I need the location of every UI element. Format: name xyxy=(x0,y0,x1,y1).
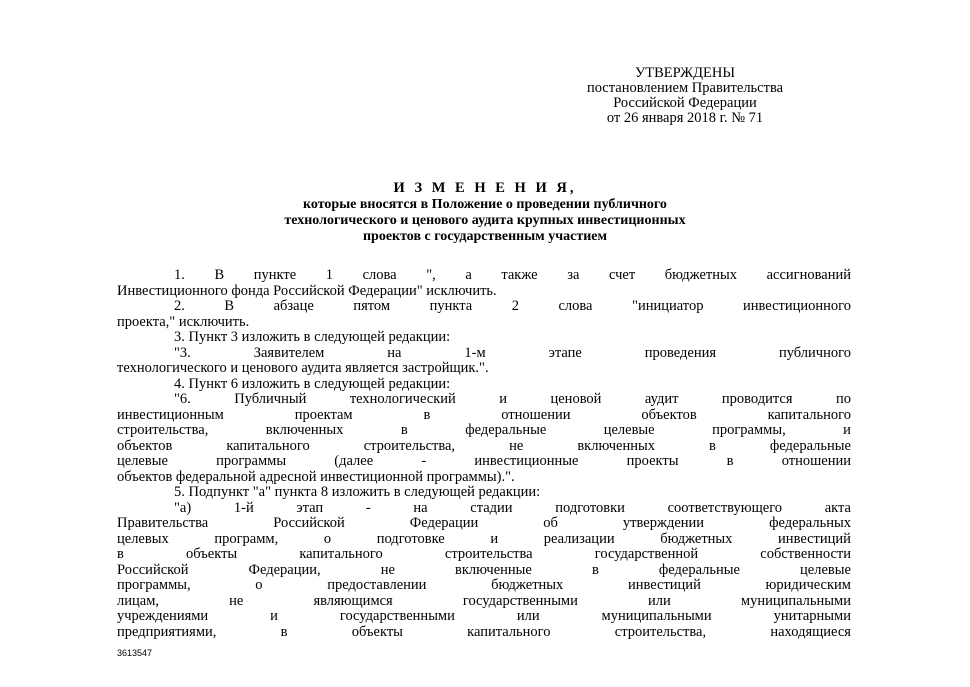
word: 1 xyxy=(325,267,333,283)
word: в xyxy=(117,546,124,562)
body-line xyxy=(117,594,851,610)
word: инвестиционного xyxy=(743,298,851,314)
word: строительства, xyxy=(363,437,456,454)
word: Федерации xyxy=(409,515,479,531)
word: соответствующего xyxy=(667,499,783,516)
word: целевых xyxy=(117,530,169,547)
word: программы xyxy=(216,453,287,469)
word: включенных xyxy=(265,422,344,438)
word: утверждении xyxy=(622,515,705,531)
word: собственности xyxy=(760,546,851,562)
word: подготовке xyxy=(376,530,445,547)
word: включенные xyxy=(455,561,532,578)
word: включенных xyxy=(577,437,655,454)
word: инвестиционным xyxy=(117,406,224,423)
word: бюджетных xyxy=(660,530,733,547)
body-line xyxy=(117,454,851,470)
word: целевые xyxy=(603,422,655,438)
body-line xyxy=(117,439,851,455)
word: или xyxy=(516,608,540,624)
word: в xyxy=(400,422,408,438)
word: являющимся xyxy=(313,592,393,609)
word: федеральные xyxy=(769,437,851,454)
word: инвестиционные xyxy=(474,453,579,469)
approval-stamp xyxy=(520,66,850,126)
word: технологический xyxy=(349,391,456,407)
word: абзаце xyxy=(273,298,314,314)
body-line xyxy=(117,346,851,362)
word: ассигнований xyxy=(766,267,851,283)
word: проводится xyxy=(721,391,793,407)
word: о xyxy=(255,577,263,593)
word: не xyxy=(380,561,395,578)
word: и xyxy=(490,530,499,547)
word: программы, xyxy=(117,577,191,593)
word: счет xyxy=(608,267,636,283)
word: предоставлении xyxy=(327,577,427,593)
word: подготовки xyxy=(555,499,625,516)
approved-by-resolution: постановлением Правительства xyxy=(586,80,784,96)
word: капитального xyxy=(467,623,551,640)
document-body xyxy=(117,268,851,640)
word: "6. xyxy=(174,391,191,407)
body-line: Инвестиционного фонда Российской Федерации" исключить. xyxy=(117,282,497,299)
word: "3. xyxy=(174,344,191,361)
word: объектов xyxy=(641,406,697,423)
body-line xyxy=(117,532,851,548)
body-line xyxy=(117,268,851,284)
word: ", xyxy=(426,267,436,283)
body-line xyxy=(117,516,851,532)
word: - xyxy=(365,499,371,516)
word: этап xyxy=(296,499,324,516)
word: в xyxy=(280,623,288,640)
word: проведения xyxy=(644,344,717,361)
word: строительства, xyxy=(117,422,209,438)
word: в xyxy=(423,406,431,423)
approved-date-number: от 26 января 2018 г. № 71 xyxy=(606,110,764,126)
word: государственными xyxy=(339,608,455,624)
body-line xyxy=(117,547,851,563)
word: Федерации, xyxy=(248,561,321,578)
word: - xyxy=(421,453,427,469)
word: на xyxy=(387,344,402,361)
word: государственной xyxy=(594,546,699,562)
word: пункте xyxy=(253,267,297,283)
word: и xyxy=(843,422,851,438)
body-line xyxy=(117,392,851,408)
word: бюджетных xyxy=(491,577,564,593)
word: государственными xyxy=(462,592,578,609)
word: в xyxy=(726,453,734,469)
body-line: проекта," исключить. xyxy=(117,313,250,330)
word: аудит xyxy=(644,391,679,407)
body-line xyxy=(117,299,851,315)
approved-government: Российской Федерации xyxy=(613,95,757,111)
subtitle-line: технологического и ценового аудита крупных инвестиционных xyxy=(284,213,686,228)
word: 1-й xyxy=(233,499,254,516)
word: 1-м xyxy=(464,344,486,361)
word: Российской xyxy=(273,515,345,531)
word: В xyxy=(214,267,225,283)
word: по xyxy=(835,391,851,407)
word: акта xyxy=(824,499,851,516)
word: объектов xyxy=(117,437,173,454)
word: предприятиями, xyxy=(117,623,217,640)
word: в xyxy=(591,561,599,578)
word: отношении xyxy=(501,406,571,423)
word: муниципальными xyxy=(601,608,712,624)
word: целевые xyxy=(800,561,851,578)
word: о xyxy=(323,530,332,547)
word: юридическим xyxy=(765,577,851,593)
word: федеральные xyxy=(465,422,547,438)
word: также xyxy=(501,267,538,283)
word: не xyxy=(509,437,524,454)
body-line xyxy=(117,423,851,439)
word: объекты xyxy=(186,546,238,562)
word: учреждениями xyxy=(117,608,209,624)
word: Правительства xyxy=(117,515,209,531)
word: стадии xyxy=(470,499,513,516)
word: 2 xyxy=(511,298,519,314)
word: Заявителем xyxy=(253,344,325,361)
word: Российской xyxy=(117,561,189,578)
word: слова xyxy=(558,298,593,314)
word: отношении xyxy=(781,453,851,469)
approved-heading: УТВЕРЖДЕНЫ xyxy=(634,65,736,81)
word: об xyxy=(543,515,558,531)
word: (далее xyxy=(334,453,374,469)
word: слова xyxy=(362,267,397,283)
word: а xyxy=(465,267,472,283)
body-line xyxy=(117,563,851,579)
word: целевые xyxy=(117,453,168,469)
word: за xyxy=(567,267,580,283)
word: не xyxy=(229,592,244,609)
word: лицам, xyxy=(117,592,159,609)
word: пятом xyxy=(353,298,391,314)
document-title: И З М Е Н Е Н И Я, xyxy=(393,180,577,196)
document-code: 3613547 xyxy=(117,648,153,658)
word: и xyxy=(499,391,508,407)
body-line xyxy=(117,625,851,641)
word: инвестиций xyxy=(778,530,851,547)
word: пункта xyxy=(429,298,473,314)
word: программы, xyxy=(712,422,786,438)
word: на xyxy=(413,499,428,516)
word: строительства xyxy=(444,546,533,562)
body-line xyxy=(117,609,851,625)
word: Публичный xyxy=(234,391,307,407)
word: или xyxy=(648,592,671,609)
word: бюджетных xyxy=(664,267,737,283)
body-line: 5. Подпункт "а" пункта 8 изложить в следующей редакции: xyxy=(174,484,541,500)
body-line xyxy=(117,408,851,424)
word: капитального xyxy=(299,546,383,562)
word: 2. xyxy=(174,298,185,314)
word: строительства, xyxy=(614,623,707,640)
body-line xyxy=(117,501,851,517)
body-line xyxy=(117,578,851,594)
word: "а) xyxy=(174,499,192,516)
word: проектам xyxy=(294,406,353,423)
word: проекты xyxy=(626,453,679,469)
subtitle-line: проектов с государственным участием xyxy=(362,229,608,244)
word: ценовой xyxy=(550,391,602,407)
word: программ, xyxy=(214,530,279,547)
word: унитарными xyxy=(773,608,851,624)
word: публичного xyxy=(778,344,851,361)
word: "инициатор xyxy=(632,298,704,314)
word: федеральных xyxy=(769,515,851,531)
word: инвестиций xyxy=(627,577,701,593)
body-line: 4. Пункт 6 изложить в следующей редакции: xyxy=(174,375,451,392)
word: в xyxy=(709,437,716,454)
body-line: технологического и ценового аудита является застройщик.". xyxy=(117,360,489,376)
document-subtitle xyxy=(100,197,870,245)
subtitle-line: которые вносятся в Положение о проведении публичного xyxy=(303,197,667,212)
body-line: объектов федеральной адресной инвестиционной программы).". xyxy=(117,468,515,485)
word: этапе xyxy=(548,344,582,361)
word: реализации xyxy=(543,530,615,547)
word: капитального xyxy=(226,437,310,454)
body-line: 3. Пункт 3 изложить в следующей редакции: xyxy=(174,329,451,345)
word: капитального xyxy=(767,406,851,423)
word: объекты xyxy=(351,623,403,640)
word: 1. xyxy=(174,267,185,283)
word: и xyxy=(270,608,278,624)
word: федеральные xyxy=(658,561,740,578)
word: находящиеся xyxy=(770,623,851,640)
word: муниципальными xyxy=(740,592,851,609)
word: В xyxy=(224,298,235,314)
